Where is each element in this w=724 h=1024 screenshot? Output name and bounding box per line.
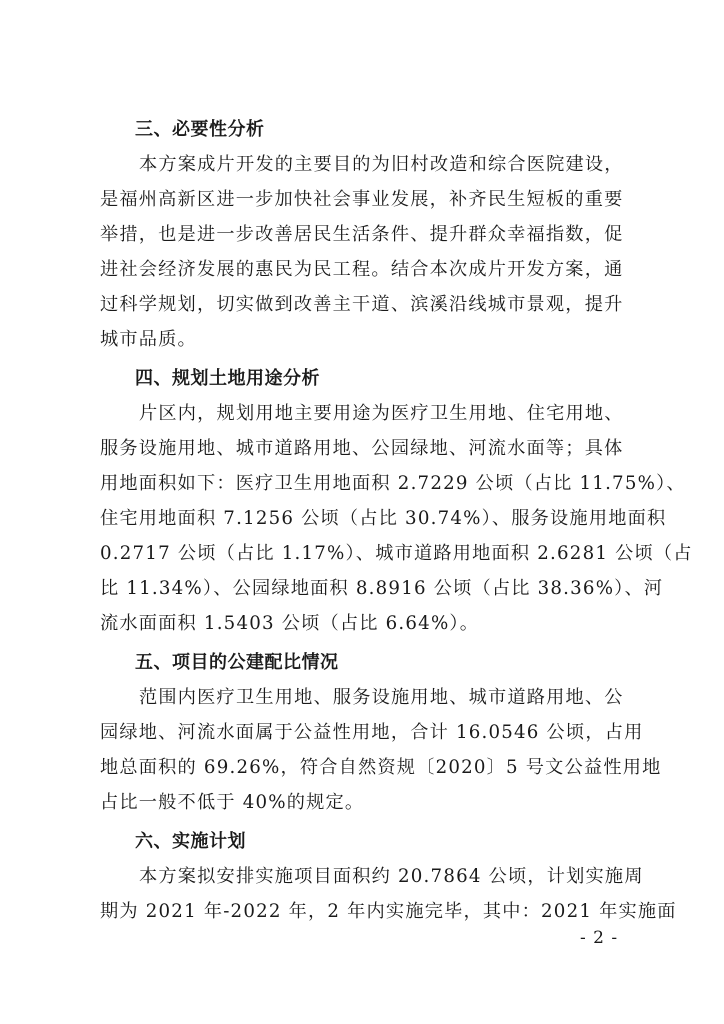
section-heading: 五、项目的公建配比情况 (135, 652, 339, 673)
paragraph-line: 本方案成片开发的主要目的为旧村改造和综合医院建设， (139, 154, 624, 175)
paragraph-line: 片区内，规划用地主要用途为医疗卫生用地、住宅用地、 (139, 403, 624, 424)
paragraph-line: 进社会经济发展的惠民为民工程。结合本次成片开发方案，通 (100, 259, 624, 280)
paragraph-line: 期为 2021 年-2022 年，2 年内实施完毕，其中：2021 年实施面 (100, 901, 677, 922)
document-body (100, 112, 693, 929)
paragraph-line: 流水面面积 1.5403 公顷（占比 6.64%）。 (100, 613, 480, 634)
paragraph-line: 园绿地、河流水面属于公益性用地，合计 16.0546 公顷，占用 (100, 722, 644, 743)
paragraph-line: 地总面积的 69.26%，符合自然资规〔2020〕5 号文公益性用地 (100, 757, 662, 778)
section-land-use (100, 361, 693, 641)
paragraph-line: 举措，也是进一步改善居民生活条件、提升群众幸福指数，促 (100, 224, 624, 245)
section-implementation-plan (100, 824, 677, 929)
section-heading: 四、规划土地用途分析 (135, 368, 320, 389)
paragraph-line: 过科学规划，切实做到改善主干道、滨溪沿线城市景观，提升 (100, 294, 624, 315)
page-number: - 2 - (580, 928, 619, 948)
paragraph-line: 0.2717 公顷（占比 1.17%）、城市道路用地面积 2.6281 公顷（占 (100, 543, 693, 564)
paragraph-line: 是福州高新区进一步加快社会事业发展，补齐民生短板的重要 (100, 189, 624, 210)
paragraph-line: 占比一般不低于 40%的规定。 (100, 792, 365, 813)
paragraph-line: 比 11.34%）、公园绿地面积 8.8916 公顷（占比 38.36%）、河 (100, 578, 664, 599)
section-heading: 三、必要性分析 (135, 119, 265, 140)
paragraph-line: 本方案拟安排实施项目面积约 20.7864 公顷，计划实施周 (139, 866, 644, 887)
paragraph-line: 服务设施用地、城市道路用地、公园绿地、河流水面等；具体 (100, 438, 624, 459)
paragraph-line: 用地面积如下：医疗卫生用地面积 2.7229 公顷（占比 11.75%）、 (100, 473, 686, 494)
section-heading: 六、实施计划 (135, 831, 246, 852)
paragraph-line: 住宅用地面积 7.1256 公顷（占比 30.74%）、服务设施用地面积 (100, 508, 667, 529)
paragraph-line: 城市品质。 (100, 329, 197, 350)
section-public-facilities (100, 645, 662, 820)
section-necessity (100, 112, 635, 357)
paragraph-line: 范围内医疗卫生用地、服务设施用地、城市道路用地、公 (139, 687, 624, 708)
